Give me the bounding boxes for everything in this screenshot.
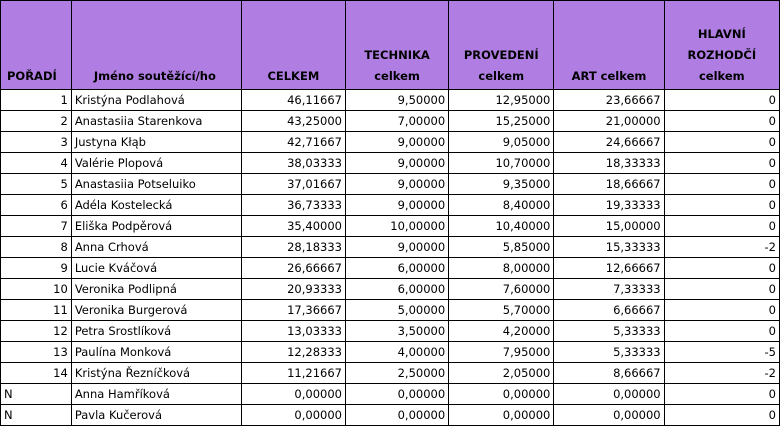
- cell-technique[interactable]: 9,00000: [345, 237, 448, 258]
- cell-name[interactable]: Valérie Plopová: [71, 153, 241, 174]
- cell-head-judge[interactable]: 0: [664, 279, 779, 300]
- cell-art[interactable]: 7,33333: [554, 279, 664, 300]
- cell-rank[interactable]: 14: [1, 363, 72, 384]
- cell-head-judge[interactable]: 0: [664, 321, 779, 342]
- cell-name[interactable]: Eliška Podpěrová: [71, 216, 241, 237]
- cell-rank[interactable]: 8: [1, 237, 72, 258]
- cell-art[interactable]: 15,00000: [554, 216, 664, 237]
- cell-rank[interactable]: 4: [1, 153, 72, 174]
- cell-name[interactable]: Veronika Burgerová: [71, 300, 241, 321]
- cell-technique[interactable]: 9,00000: [345, 153, 448, 174]
- cell-execution[interactable]: 0,00000: [449, 384, 554, 405]
- cell-total[interactable]: 46,11667: [241, 90, 345, 111]
- cell-total[interactable]: 28,18333: [241, 237, 345, 258]
- cell-art[interactable]: 6,66667: [554, 300, 664, 321]
- header-technique[interactable]: TECHNIKA celkem: [345, 1, 448, 90]
- cell-art[interactable]: 8,66667: [554, 363, 664, 384]
- cell-technique[interactable]: 5,00000: [345, 300, 448, 321]
- cell-technique[interactable]: 9,00000: [345, 174, 448, 195]
- cell-art[interactable]: 24,66667: [554, 132, 664, 153]
- cell-name[interactable]: Veronika Podlipná: [71, 279, 241, 300]
- cell-execution[interactable]: 9,05000: [449, 132, 554, 153]
- cell-rank[interactable]: 11: [1, 300, 72, 321]
- cell-rank[interactable]: 12: [1, 321, 72, 342]
- cell-head-judge[interactable]: 0: [664, 174, 779, 195]
- cell-art[interactable]: 18,33333: [554, 153, 664, 174]
- cell-total[interactable]: 20,93333: [241, 279, 345, 300]
- cell-name[interactable]: Adéla Kostelecká: [71, 195, 241, 216]
- cell-total[interactable]: 36,73333: [241, 195, 345, 216]
- cell-technique[interactable]: 6,00000: [345, 279, 448, 300]
- table-row: [1, 174, 780, 195]
- cell-name[interactable]: Kristýna Podlahová: [71, 90, 241, 111]
- cell-execution[interactable]: 10,70000: [449, 153, 554, 174]
- table-row: [1, 111, 780, 132]
- cell-total[interactable]: 38,03333: [241, 153, 345, 174]
- table-row: [1, 237, 780, 258]
- header-rank[interactable]: POŘADÍ: [1, 1, 72, 90]
- cell-head-judge[interactable]: 0: [664, 132, 779, 153]
- cell-execution[interactable]: 15,25000: [449, 111, 554, 132]
- cell-execution[interactable]: 9,35000: [449, 174, 554, 195]
- cell-head-judge[interactable]: 0: [664, 300, 779, 321]
- cell-art[interactable]: 19,33333: [554, 195, 664, 216]
- table-row: [1, 153, 780, 174]
- cell-rank[interactable]: 6: [1, 195, 72, 216]
- table-row: [1, 216, 780, 237]
- cell-name[interactable]: Lucie Kváčová: [71, 258, 241, 279]
- cell-total[interactable]: 12,28333: [241, 342, 345, 363]
- table-row: [1, 279, 780, 300]
- table-header: [1, 1, 780, 90]
- cell-execution[interactable]: 8,40000: [449, 195, 554, 216]
- cell-name[interactable]: Petra Srostlíková: [71, 321, 241, 342]
- cell-name[interactable]: Kristýna Řezníčková: [71, 363, 241, 384]
- cell-rank[interactable]: 5: [1, 174, 72, 195]
- header-row: [1, 1, 780, 90]
- table-row: [1, 300, 780, 321]
- table-row: [1, 90, 780, 111]
- cell-head-judge[interactable]: 0: [664, 153, 779, 174]
- cell-execution[interactable]: 5,85000: [449, 237, 554, 258]
- cell-art[interactable]: 18,66667: [554, 174, 664, 195]
- header-total[interactable]: CELKEM: [241, 1, 345, 90]
- cell-total[interactable]: 0,00000: [241, 405, 345, 426]
- cell-name[interactable]: Pavla Kučerová: [71, 405, 241, 426]
- cell-head-judge[interactable]: -2: [664, 237, 779, 258]
- cell-rank[interactable]: 2: [1, 111, 72, 132]
- cell-head-judge[interactable]: -5: [664, 342, 779, 363]
- cell-rank[interactable]: N: [1, 405, 72, 426]
- cell-total[interactable]: 37,01667: [241, 174, 345, 195]
- cell-technique[interactable]: 0,00000: [345, 405, 448, 426]
- cell-name[interactable]: Paulína Monková: [71, 342, 241, 363]
- cell-technique[interactable]: 3,50000: [345, 321, 448, 342]
- cell-execution[interactable]: 2,05000: [449, 363, 554, 384]
- cell-name[interactable]: Anna Hamříková: [71, 384, 241, 405]
- cell-head-judge[interactable]: 0: [664, 405, 779, 426]
- cell-total[interactable]: 11,21667: [241, 363, 345, 384]
- cell-total[interactable]: 42,71667: [241, 132, 345, 153]
- cell-rank[interactable]: N: [1, 384, 72, 405]
- cell-technique[interactable]: 9,50000: [345, 90, 448, 111]
- cell-technique[interactable]: 9,00000: [345, 195, 448, 216]
- cell-name[interactable]: Anastasiia Potseluiko: [71, 174, 241, 195]
- cell-execution[interactable]: 8,00000: [449, 258, 554, 279]
- table-row: [1, 384, 780, 405]
- cell-rank[interactable]: 7: [1, 216, 72, 237]
- cell-rank[interactable]: 3: [1, 132, 72, 153]
- cell-technique[interactable]: 9,00000: [345, 132, 448, 153]
- table-row: [1, 321, 780, 342]
- cell-art[interactable]: 5,33333: [554, 342, 664, 363]
- cell-head-judge[interactable]: 0: [664, 111, 779, 132]
- cell-rank[interactable]: 13: [1, 342, 72, 363]
- table-row: [1, 195, 780, 216]
- header-name[interactable]: Jméno soutěžící/ho: [71, 1, 241, 90]
- cell-technique[interactable]: 0,00000: [345, 384, 448, 405]
- cell-execution[interactable]: 7,95000: [449, 342, 554, 363]
- cell-rank[interactable]: 9: [1, 258, 72, 279]
- cell-art[interactable]: 15,33333: [554, 237, 664, 258]
- table-body: [1, 90, 780, 426]
- cell-total[interactable]: 26,66667: [241, 258, 345, 279]
- cell-name[interactable]: Anastasiia Starenkova: [71, 111, 241, 132]
- cell-name[interactable]: Justyna Kłąb: [71, 132, 241, 153]
- header-execution[interactable]: PROVEDENÍ celkem: [449, 1, 554, 90]
- cell-art[interactable]: 12,66667: [554, 258, 664, 279]
- cell-execution[interactable]: 4,20000: [449, 321, 554, 342]
- cell-execution[interactable]: 5,70000: [449, 300, 554, 321]
- cell-head-judge[interactable]: 0: [664, 384, 779, 405]
- cell-execution[interactable]: 0,00000: [449, 405, 554, 426]
- cell-total[interactable]: 35,40000: [241, 216, 345, 237]
- header-art[interactable]: ART celkem: [554, 1, 664, 90]
- cell-technique[interactable]: 2,50000: [345, 363, 448, 384]
- cell-total[interactable]: 0,00000: [241, 384, 345, 405]
- cell-art[interactable]: 5,33333: [554, 321, 664, 342]
- table-row: [1, 363, 780, 384]
- cell-execution[interactable]: 10,40000: [449, 216, 554, 237]
- cell-head-judge[interactable]: 0: [664, 216, 779, 237]
- header-head-judge[interactable]: HLAVNÍ ROZHODČÍ celkem: [664, 1, 779, 90]
- cell-technique[interactable]: 4,00000: [345, 342, 448, 363]
- table-row: [1, 132, 780, 153]
- cell-total[interactable]: 43,25000: [241, 111, 345, 132]
- cell-execution[interactable]: 7,60000: [449, 279, 554, 300]
- table-row: [1, 342, 780, 363]
- cell-rank[interactable]: 1: [1, 90, 72, 111]
- cell-art[interactable]: 21,00000: [554, 111, 664, 132]
- cell-technique[interactable]: 6,00000: [345, 258, 448, 279]
- cell-head-judge[interactable]: -2: [664, 363, 779, 384]
- cell-name[interactable]: Anna Crhová: [71, 237, 241, 258]
- cell-head-judge[interactable]: 0: [664, 258, 779, 279]
- table-row: [1, 405, 780, 426]
- cell-technique[interactable]: 7,00000: [345, 111, 448, 132]
- cell-total[interactable]: 13,03333: [241, 321, 345, 342]
- cell-art[interactable]: 0,00000: [554, 384, 664, 405]
- table-row: [1, 258, 780, 279]
- cell-head-judge[interactable]: 0: [664, 195, 779, 216]
- cell-total[interactable]: 17,36667: [241, 300, 345, 321]
- cell-rank[interactable]: 10: [1, 279, 72, 300]
- cell-execution[interactable]: 12,95000: [449, 90, 554, 111]
- cell-technique[interactable]: 10,00000: [345, 216, 448, 237]
- cell-art[interactable]: 23,66667: [554, 90, 664, 111]
- cell-art[interactable]: 0,00000: [554, 405, 664, 426]
- cell-head-judge[interactable]: 0: [664, 90, 779, 111]
